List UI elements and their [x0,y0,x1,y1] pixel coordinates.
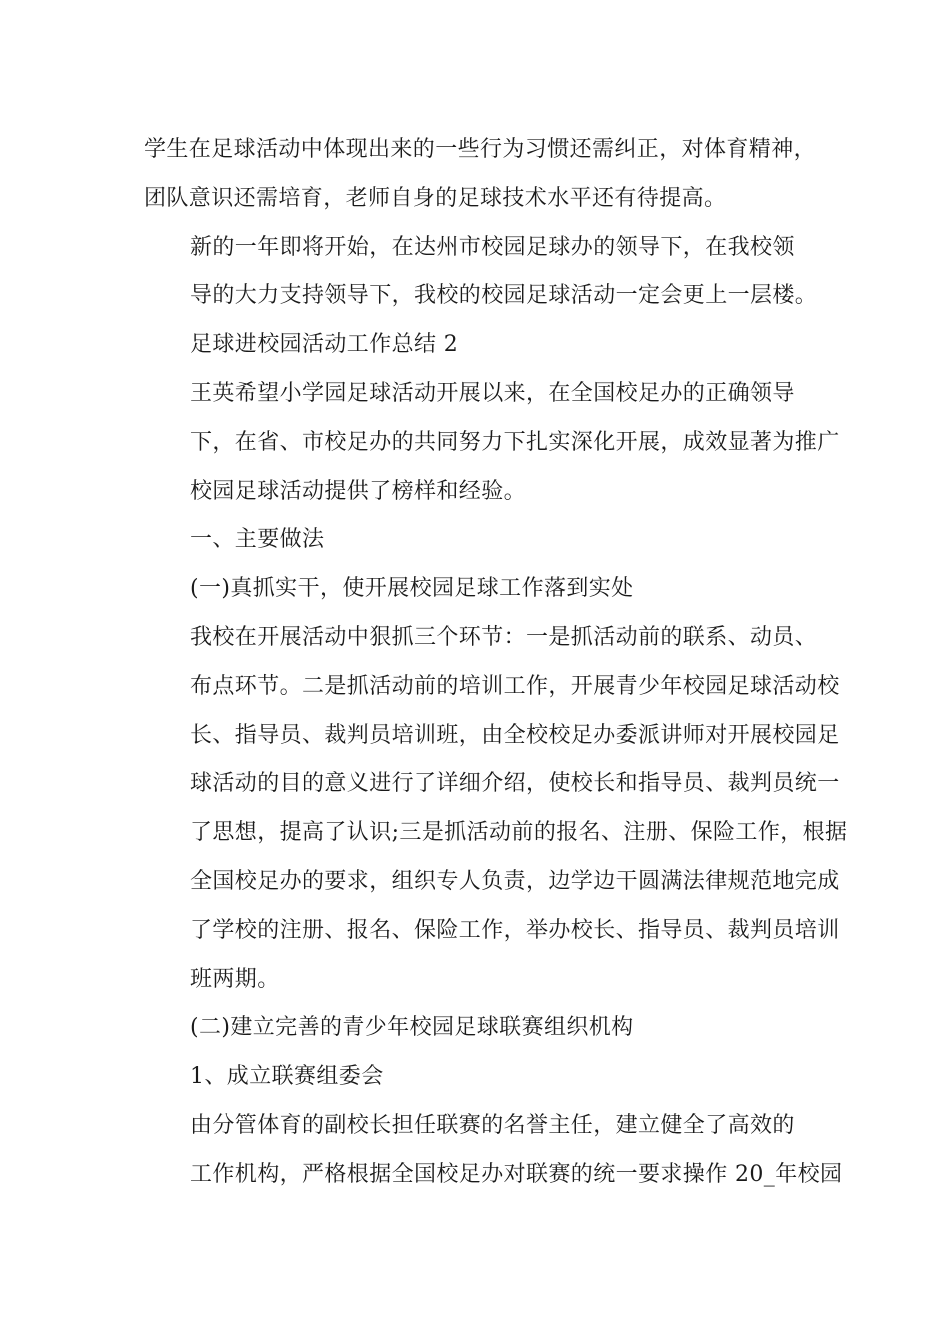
text-line: 班两期。 [190,966,280,992]
text-line: 王英希望小学园足球活动开展以来，在全国校足办的正确领导 [190,380,795,406]
paragraph [144,516,814,565]
text-line: 团队意识还需培育，老师自身的足球技术水平还有待提高。 [144,185,727,211]
paragraph [144,126,817,224]
text-line: 长、指导员、裁判员培训班，由全校校足办委派讲师对开展校园足 [190,722,840,748]
paragraph [144,321,814,370]
text-line: (一)真抓实干，使开展校园足球工作落到实处 [190,576,634,602]
text-line: 由分管体育的副校长担任联赛的名誉主任，建立健全了高效的 [190,1112,795,1138]
document-body [144,126,848,1200]
text-line: (二)建立完善的青少年校园足球联赛组织机构 [190,1015,634,1041]
text-line: 了思想，提高了认识;三是抓活动前的报名、注册、保险工作，根据 [190,820,848,846]
text-line: 1、成立联赛组委会 [190,1064,384,1090]
text-line: 我校在开展活动中狠抓三个环节：一是抓活动前的联系、动员、 [190,624,818,650]
text-line: 校园足球活动提供了榜样和经验。 [190,478,527,504]
paragraph [144,370,840,516]
paragraph [144,1102,843,1200]
text-line: 足球进校园活动工作总结 2 [190,332,459,358]
text-line: 下，在省、市校足办的共同努力下扎实深化开展，成效显著为推广 [190,429,840,455]
text-line: 工作机构，严格根据全国校足办对联赛的统一要求操作 20_年校园 [190,1161,843,1187]
text-line: 学生在足球活动中体现出来的一些行为习惯还需纠正，对体育精神， [144,137,817,162]
text-line: 球活动的目的意义进行了详细介绍，使校长和指导员、裁判员统一 [190,771,840,797]
text-line: 了学校的注册、报名、保险工作，举办校长、指导员、裁判员培训 [190,917,840,943]
paragraph [144,224,818,322]
paragraph [144,1004,814,1053]
paragraph [144,565,814,614]
text-line: 新的一年即将开始，在达州市校园足球办的领导下，在我校领 [190,234,795,260]
paragraph [144,614,848,1004]
text-line: 导的大力支持领导下，我校的校园足球活动一定会更上一层楼。 [190,283,818,309]
text-line: 全国校足办的要求，组织专人负责，边学边干圆满法律规范地完成 [190,868,840,894]
text-line: 布点环节。二是抓活动前的培训工作，开展青少年校园足球活动校 [190,673,840,699]
text-line: 一、主要做法 [190,527,325,553]
paragraph [144,1053,814,1102]
